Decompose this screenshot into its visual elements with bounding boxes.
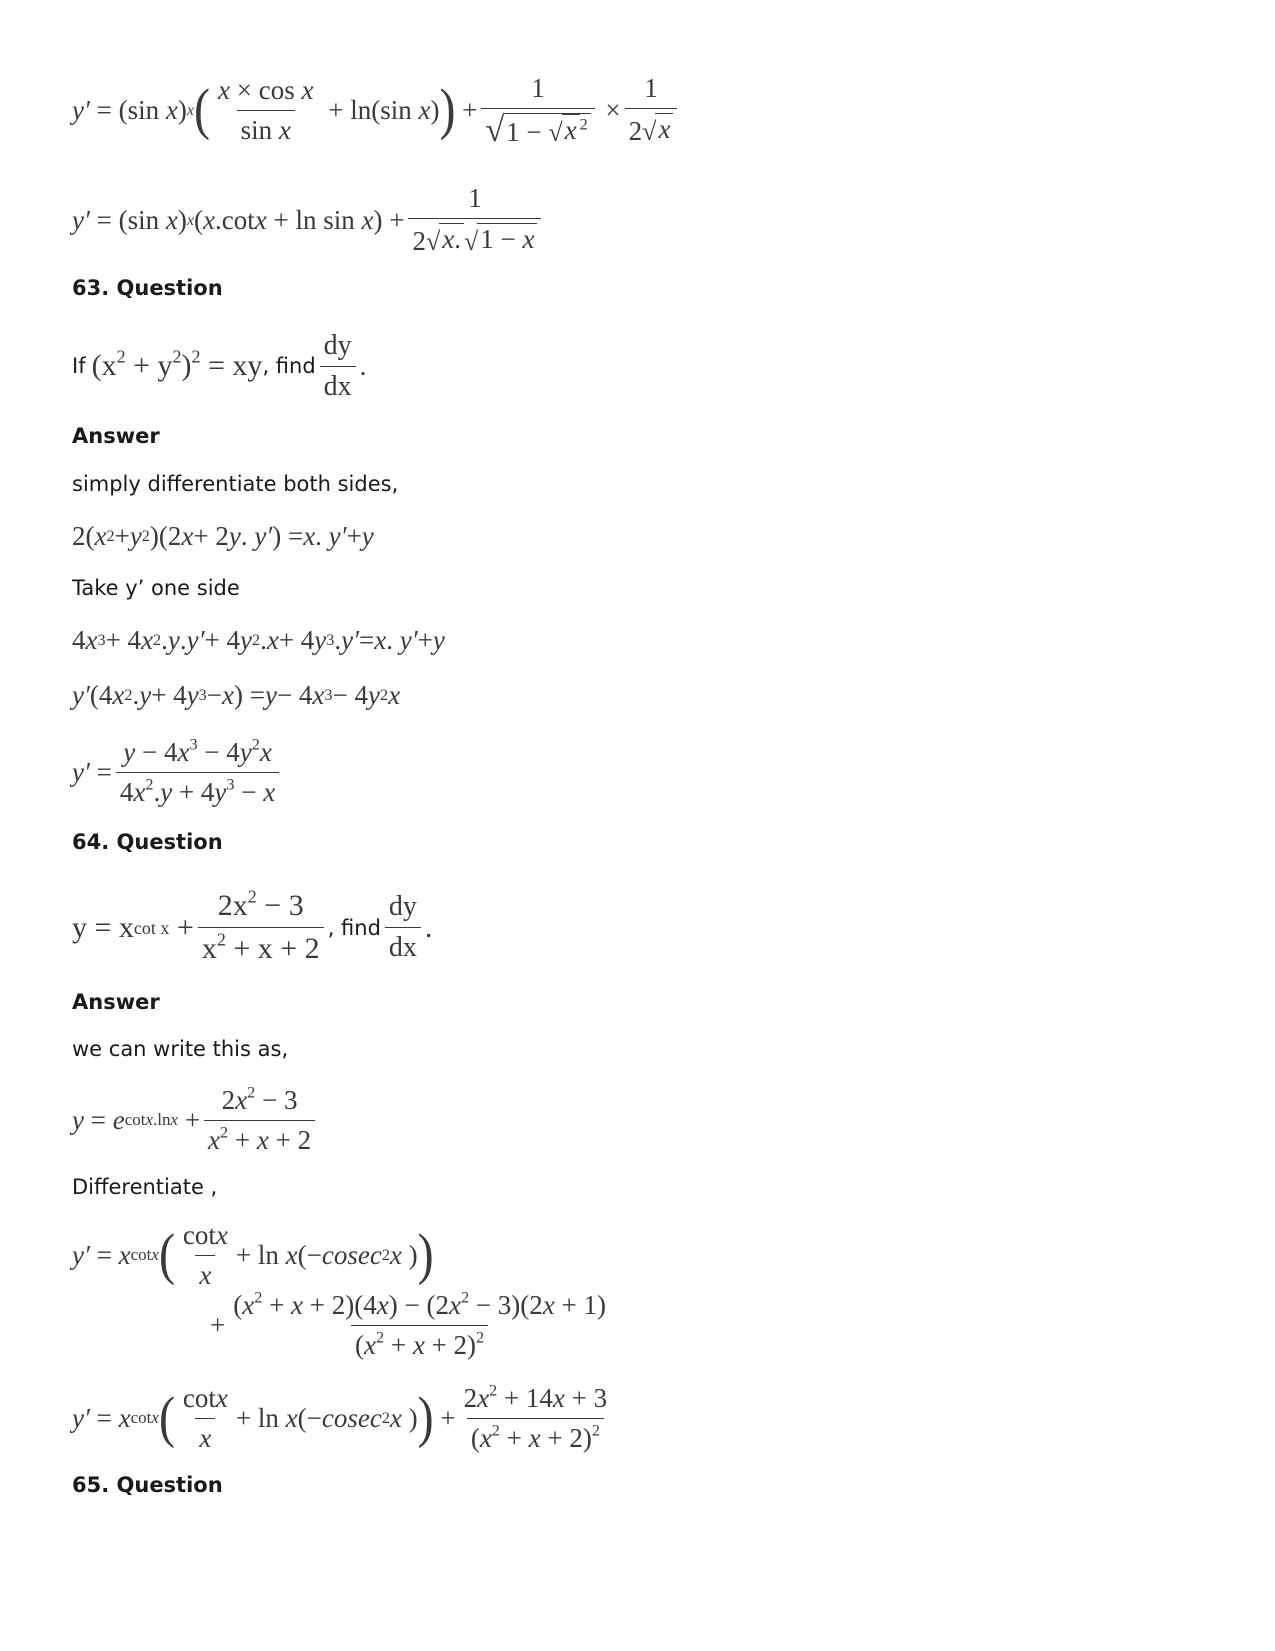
answer-64-eq3: y′ = x cotx ( $\frac{\cot x}{x}$ + ln x (− cosec 2 x ) ) + $\frac{2x^2 + 14x + 3}{(x^2 + x + 2)^2}$	[72, 1381, 608, 1453]
equation-derivative-line1: y′ = (sin x ) x ( $\frac{\text{x × cos x}}{\text{sin x}}$ + ln(sin x ) ) + 1 √ 1 − √ x $^2$ × 1 2 √ x	[72, 55, 681, 165]
question-63-title: 63. Question	[72, 276, 223, 300]
answer-63-eq4: y′ = $\frac{y - 4x^3 - 4y^2x}{4x^2.y + 4y^3 - x}$	[72, 732, 283, 812]
answer-63-eq3: y′ (4 x 2 . y + 4 y 3 − x ) = y − 4 x 3 − 4 y 2 x	[72, 679, 401, 710]
answer-64-title: Answer	[72, 990, 160, 1014]
question-63-prompt: If $(x^2 + y^2)^2$ = xy , find $\frac{dy}{dx}$ .	[72, 329, 367, 402]
question-64-prompt: y = x cot x + $\frac{2x^2 - 3}{x^2 + x + 2}$ , find $\frac{dy}{dx}$ .	[72, 886, 433, 965]
question-64-title: 64. Question	[72, 830, 223, 854]
answer-64-eq2-part2: + $\frac{(x^2 + x + 2)(4x) - (2x^2 - 3)(2x + 1)}{(x^2 + x + 2)^2}$	[210, 1288, 606, 1360]
answer-63-eq1: 2( x 2 + y 2 )(2 x + 2 y . y′ ) = x . y′ + y	[72, 520, 374, 551]
answer-63-step1: simply differentiate both sides,	[72, 472, 399, 496]
answer-63-eq2: 4 x 3 + 4 x 2 . y . y′ + 4 y 2 . x + 4 y 3 . y′ = x . y′ + y	[72, 624, 445, 655]
answer-64-step2: Differentiate ,	[72, 1175, 218, 1199]
prompt-if-text: If	[72, 354, 86, 378]
answer-63-step2: Take y’ one side	[72, 576, 240, 600]
answer-64-eq2-part1: y′ = x cotx ( $\frac{\cot x}{x}$ + ln x (− cosec 2 x ) )	[72, 1219, 434, 1290]
answer-64-step1: we can write this as,	[72, 1037, 289, 1061]
prompt-find-text: , find	[262, 354, 316, 378]
question-65-title: 65. Question	[72, 1473, 223, 1497]
equation-derivative-line2: y′ = (sin x ) x ( x .cot x + ln sin x ) + 1 2 √ x. √ 1 − x	[72, 185, 545, 255]
prompt-find-text: , find	[327, 915, 381, 940]
answer-64-eq1: y = e cotx.lnx + $\frac{2x^2 - 3}{x^2 + x + 2}$	[72, 1080, 319, 1160]
answer-63-title: Answer	[72, 424, 160, 448]
